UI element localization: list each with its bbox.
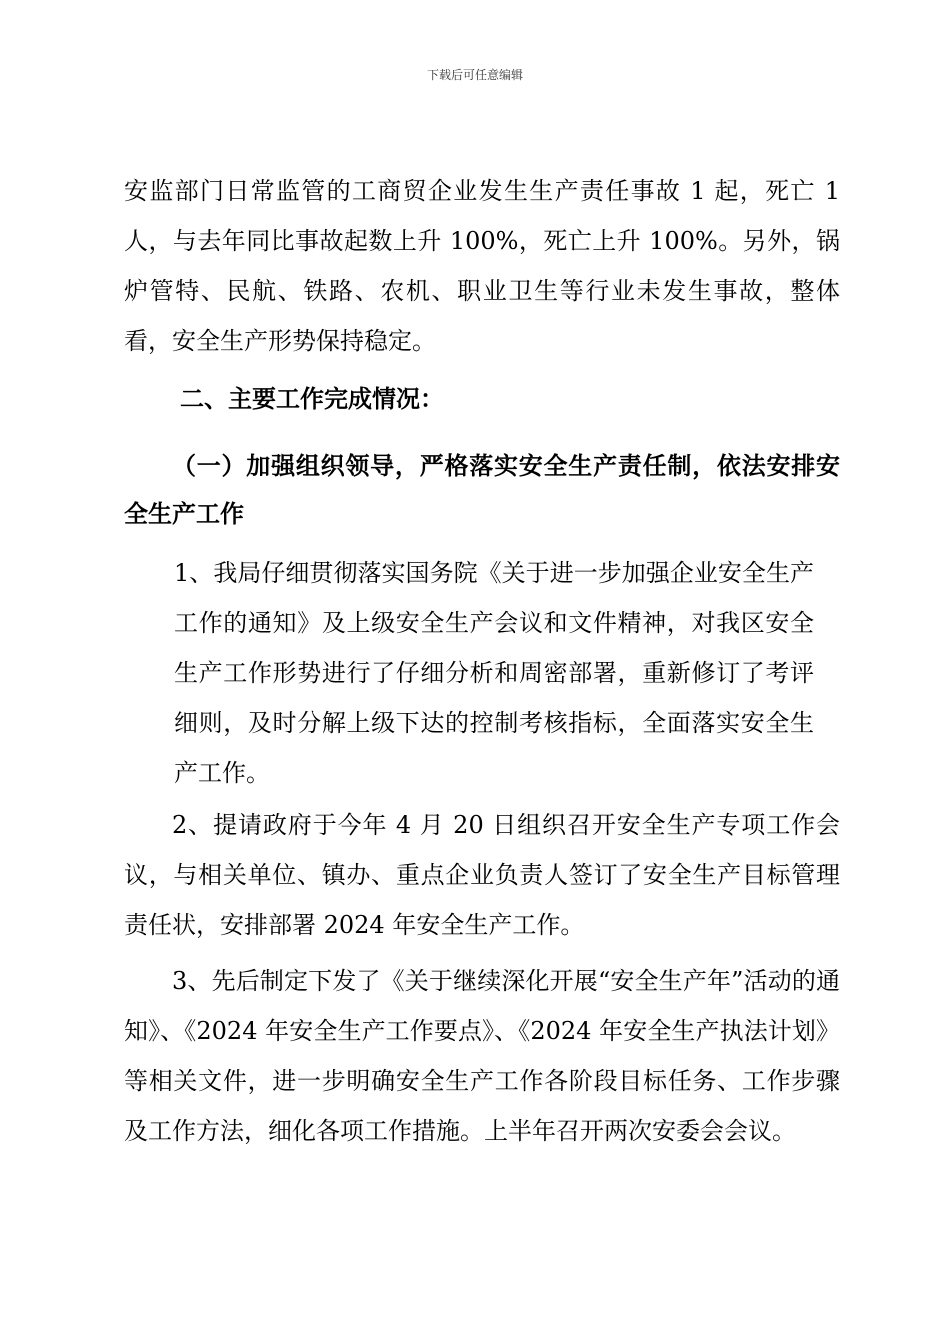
intro-paragraph: 安监部门日常监管的工商贸企业发生生产责任事故 1 起，死亡 1 人，与去年同比事故起数上升 100%，死亡上升 100%。另外，锅炉管特、民航、铁路、农机、职业卫生等行业未发生事故，整体看，安全生产形势保持稳定。 bbox=[124, 177, 840, 355]
work-item-2: 2、提请政府于今年 4 月 20 日组织召开安全生产专项工作会议，与相关单位、镇办、重点企业负责人签订了安全生产目标管理责任状，安排部署 2024 年安全生产工作。 bbox=[124, 811, 840, 939]
page-header-note: 下载后可任意编辑 bbox=[426, 68, 523, 82]
document-body bbox=[124, 166, 840, 1156]
section-heading: 二、主要工作完成情况： bbox=[180, 385, 444, 413]
work-item-1: 1、我局仔细贯彻落实国务院《关于进一步加强企业安全生产工作的通知》及上级安全生产会议和文件精神，对我区安全生产工作形势进行了仔细分析和周密部署，重新修订了考评细则，及时分解上级下达的控制考核指标，全面落实安全生产工作。 bbox=[174, 559, 814, 787]
work-item-3: 3、先后制定下发了《关于继续深化开展“安全生产年”活动的通知》、《2024 年安全生产工作要点》、《2024 年安全生产执法计划》等相关文件，进一步明确安全生产工作各阶段目标任务、工作步骤及工作方法，细化各项工作措施。上半年召开两次安委会会议。 bbox=[124, 967, 840, 1145]
subsection-heading: （一）加强组织领导，严格落实安全生产责任制，依法安排安全生产工作 bbox=[124, 452, 840, 528]
